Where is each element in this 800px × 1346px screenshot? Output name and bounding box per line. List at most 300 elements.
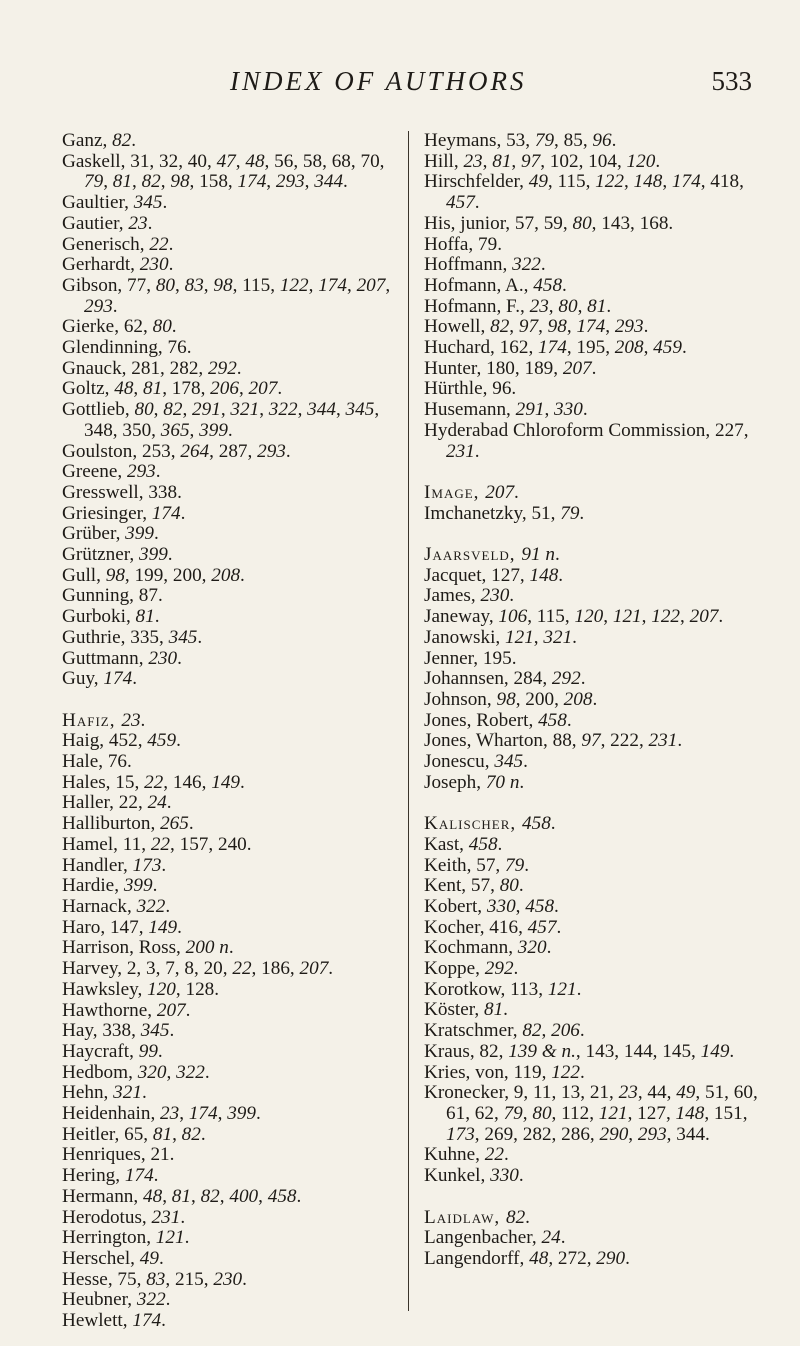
page-ref: . [277,378,283,400]
page-ref: . [285,440,291,462]
author-name: Gottlieb, [62,399,135,421]
index-entry [62,793,392,814]
index-entry [62,338,392,359]
author-name: Jaarsveld, [424,544,522,566]
index-entry [424,255,758,276]
page-ref: . [177,916,182,938]
author-name: Haro, [62,916,110,938]
page-header [0,66,800,106]
page-ref: 75, [117,1268,147,1290]
page-ref: . [236,357,242,379]
page-ref: , 143, 168. [591,212,674,234]
page-ref-italic: 293 [126,461,156,483]
page-ref: , [566,316,577,338]
author-name: Gierke, [62,316,124,338]
index-entry [424,400,758,421]
page-ref: 22, [118,792,148,814]
author-name: Jenner, [424,647,483,669]
page-ref: , [203,274,214,296]
page-ref: 416, [489,916,528,938]
index-entry [62,1311,392,1332]
page-ref-italic: 49 [528,171,548,193]
index-entry [424,421,758,462]
index-entry [424,214,758,235]
page-ref: . [523,751,528,773]
page-ref: . [514,481,519,503]
page-ref-italic: 98 [496,688,516,710]
page-ref: . [168,254,174,276]
page-ref-italic: 173 [132,854,162,876]
author-name: Huchard, [424,337,500,359]
page-ref: . [157,1040,163,1062]
page-ref-italic: 99 [138,1040,158,1062]
page-ref-italic: 345 [345,399,375,421]
page-ref-italic: 80 [558,295,578,317]
index-entry [62,524,392,545]
page-ref: . [519,771,525,793]
index-entry [62,1208,392,1229]
page-ref-italic: 148 [633,171,663,193]
page-ref-italic: 293 [637,1123,667,1145]
index-entry [424,628,758,649]
author-name: Hering, [62,1165,125,1187]
index-entry [62,152,392,193]
page-ref-italic: 200 n [185,937,229,959]
page-ref: , [179,1103,189,1125]
page-ref-italic: 122 [651,606,680,628]
index-entry [62,1187,392,1208]
page-ref-italic: 459 [653,337,682,359]
page-ref-italic: 120 [147,978,176,1000]
page-ref: . [606,295,612,317]
page-ref: . [153,523,159,545]
page-ref: , [172,1123,182,1145]
page-ref-italic: 207 [248,378,278,400]
page-ref-italic: 345 [140,1020,170,1042]
page-ref: 284, [513,668,552,690]
page-ref: 88, [552,730,582,752]
page-ref: , [522,1103,533,1124]
author-name: Hofmann, F., [424,295,530,317]
index-entry [424,897,758,918]
page-ref: , [680,606,690,628]
page-ref: , [605,316,615,338]
author-name: Kalischer, [424,813,523,835]
page-ref: 15, [115,771,145,793]
author-name: Herrington, [62,1227,156,1249]
index-entry [424,1021,758,1042]
page-ref: , [131,171,142,193]
page-ref: . [579,502,585,524]
index-entry [62,711,392,732]
page-ref-italic: 83 [184,274,204,296]
page-ref-italic: 365 [160,419,190,441]
page-ref-italic: 149 [700,1040,730,1062]
index-entry [62,317,392,338]
page-ref: . [255,1103,261,1125]
index-entry [62,938,392,959]
author-name: Gaskell, [62,150,131,172]
author-name: Generisch, [62,233,150,255]
page-ref-italic: 82 [505,1206,526,1228]
author-name: Kuhne, [424,1144,485,1166]
page-ref: , 146, [163,771,212,793]
author-name: Kraus, [424,1040,480,1062]
page-ref-italic: 79 [505,854,525,876]
page-ref: . [560,1227,566,1249]
page-ref: . [497,833,503,855]
page-ref: 335, [130,626,169,648]
page-ref-italic: 292 [208,357,237,379]
index-entry [62,1166,392,1187]
page-ref: . [579,1061,585,1083]
page-ref-italic: 345 [168,626,198,648]
page-ref: , [166,1061,177,1083]
page-ref-italic: 47 [216,150,236,172]
index-entry [62,545,392,566]
page-ref-italic: 330 [490,1165,519,1187]
page-ref-italic: 82 [200,1185,220,1207]
author-name: Heitler, [62,1123,125,1145]
index-entry [62,1021,392,1042]
page-ref-italic: 98 [170,171,190,193]
page-ref-italic: 265 [160,813,189,835]
page-ref-italic: 80 [134,399,154,421]
page-ref-italic: 81 [112,171,132,193]
page-ref: 338, [102,1020,141,1042]
page-ref: 82, [479,1040,509,1062]
index-entry [62,649,392,670]
index-entry [62,483,392,504]
page-ref-italic: 207 [689,606,719,628]
author-name: Hewlett, [62,1310,133,1332]
author-name: Hawthorne, [62,999,157,1021]
page-ref-italic: 82 [112,130,132,151]
page-ref-italic: 82 [181,1123,201,1145]
page-ref: . [153,1165,159,1187]
page-ref-italic: 121 [155,1227,185,1249]
page-ref: 113, [510,978,548,1000]
page-ref-italic: 48 [529,1247,549,1269]
page-ref: , [219,1185,230,1207]
index-entry [62,918,392,939]
page-ref: , [258,1185,268,1207]
author-name: Hofmann, A., [424,274,534,296]
page-ref-italic: 399 [227,1103,256,1125]
page-ref-italic: 120 [574,606,604,628]
page-ref-italic: 230 [139,254,169,276]
author-name: Handler, [62,854,133,876]
page-ref: . [556,916,562,938]
page-ref: , [577,295,588,317]
index-entry [62,1228,392,1249]
page-ref: . [509,585,515,607]
page-ref-italic: 322 [136,1289,166,1311]
page-ref-italic: 120 [626,150,656,172]
page-ref-italic: 122 [551,1061,580,1083]
page-ref: , [162,1185,172,1207]
page-ref: . [592,688,598,710]
page-ref: , [511,150,522,172]
page-ref-italic: 292 [551,668,581,690]
page-ref: . [112,295,118,317]
index-entry [62,586,392,607]
page-ref: , [385,274,391,296]
author-name: Howell, [424,316,491,338]
index-entry [62,214,392,235]
author-name: Janeway, [424,606,499,628]
index-entry [424,918,758,939]
page-ref: . [204,1061,210,1083]
page-ref: . [165,1289,171,1311]
index-entry [62,400,392,441]
page-ref: , 157, 240. [170,833,252,855]
author-name: Langenbacher, [424,1227,542,1249]
index-entry [424,545,758,566]
index-entry [424,504,758,525]
page-ref-italic: 23 [128,212,148,234]
page-ref-italic: 149 [211,771,240,793]
author-name: Hamel, [62,833,123,855]
page-number: 533 [711,66,752,96]
page-ref-italic: 70 n [485,771,520,793]
index-entry [62,235,392,256]
index-entry [62,773,392,794]
page-ref-italic: 82 [522,1020,542,1042]
page-ref: . [554,544,560,566]
page-ref-italic: 79 [503,1103,523,1124]
page-ref-italic: 174 [237,171,267,193]
page-ref: , 115, [547,171,596,193]
page-ref: , [541,1020,552,1042]
author-name: Hawksley, [62,978,148,1000]
page-ref-italic: 174 [151,502,181,524]
page-ref: 162, [499,337,539,359]
page-ref-italic: 48 [245,150,265,172]
index-entry [424,752,758,773]
page-ref: . [474,440,480,462]
page-ref: . [162,192,168,214]
page-ref: 2, 3, 7, 8, 20, [126,958,233,980]
page-ref-italic: 321 [543,626,573,648]
index-entry [62,276,392,317]
page-ref-italic: 320 [517,937,547,959]
author-name: Laidlaw, [424,1206,506,1228]
page-ref-italic: 24 [541,1227,561,1249]
index-entry [62,1001,392,1022]
page-ref-italic: 97 [518,316,539,338]
page-ref-italic: 293 [257,440,286,462]
page-ref-italic: 97 [581,730,601,752]
index-entry [62,814,392,835]
author-name: Köster, [424,999,484,1021]
page-ref: . [518,1165,524,1187]
index-entry [424,235,758,256]
page-ref: . [625,1247,630,1269]
page-ref: 76. [167,337,192,359]
page-ref: . [240,771,245,793]
page-ref-italic: 121 [612,606,642,628]
page-ref: 195. [482,647,517,669]
index-entry [62,959,392,980]
page-ref: . [518,875,524,897]
page-ref: 79. [478,233,502,255]
page-ref: , [538,316,548,338]
page-ref: . [591,357,597,379]
page-ref-italic: 24 [147,792,167,814]
author-name: Gibson, [62,274,128,296]
page-ref: , 158, [189,171,238,193]
page-ref: , [643,337,654,359]
author-name: Gurboki, [62,606,136,628]
page-ref: . [242,1268,247,1290]
page-ref: . [161,1310,166,1332]
page-ref-italic: 322 [512,254,541,276]
author-name: Henriques, [62,1144,151,1166]
index-entry [424,1228,758,1249]
index-entry [62,442,392,463]
page-ref: . [240,564,245,586]
page-ref-italic: 208 [211,564,241,586]
page-ref-italic: 399 [123,875,153,897]
index-entry [424,1000,758,1021]
index-entry [424,1063,758,1084]
author-name: Haig, [62,730,109,752]
author-name: Glendinning, [62,337,168,359]
page-ref: . [525,1206,530,1228]
author-name: Kratschmer, [424,1020,523,1042]
author-name: Langendorff, [424,1247,530,1269]
page-ref-italic: 174 [318,274,347,296]
index-entry [424,876,758,897]
page-ref: , 186, [251,958,300,980]
section-gap [424,793,758,814]
page-ref: , [641,606,652,628]
page-ref-italic: 149 [148,916,178,938]
index-entry [424,690,758,711]
page-ref-italic: 457 [446,192,475,214]
page-ref-italic: 293 [614,316,644,338]
page-ref: 11, [122,833,151,855]
page-ref-italic: 122 [595,171,624,193]
index-entry [62,131,392,152]
page-ref: , [217,1103,228,1125]
index-entry [424,566,758,587]
page-ref: , [335,399,346,421]
page-ref-italic: 207 [299,958,329,980]
author-name: Hoffa, [424,233,478,255]
page-ref-italic: 174 [576,316,606,338]
page-ref: 31, 32, 40, [130,150,217,172]
page-ref-italic: 80 [152,316,172,338]
page-ref: , 44, [637,1082,677,1104]
running-title: INDEX OF AUTHORS [230,66,527,96]
page-ref: 452, [108,730,148,752]
page-ref: . [132,668,137,690]
author-name: Heidenhain, [62,1103,161,1125]
author-name: Husemann, [424,399,516,421]
page-ref: . [474,192,480,214]
author-name: Hales, [62,771,116,793]
author-name: Hill, [424,150,464,172]
index-entry [62,462,392,483]
page-ref: . [524,854,529,876]
author-name: James, [424,585,481,607]
index-entry [424,172,758,213]
author-name: Hay, [62,1020,103,1042]
page-ref: . [562,274,567,296]
author-name: Hedbom, [62,1061,138,1083]
page-ref: , [623,171,634,193]
page-ref-italic: 322 [136,896,166,917]
author-name: Goulston, [62,440,142,462]
page-ref-italic: 458 [267,1185,297,1207]
page-ref-italic: 458 [538,709,567,731]
page-ref: . [643,316,649,338]
page-ref: 96. [492,378,517,400]
page-ref-italic: 293 [275,171,305,193]
page-ref-italic: 174 [188,1103,218,1125]
author-name: Kobert, [424,895,487,917]
author-name: Jacquet, [424,564,492,586]
page-ref: 57, [470,875,500,897]
author-name: Hafiz, [62,709,122,731]
author-name: Goltz, [62,378,115,400]
author-name: Gull, [62,564,106,586]
page-ref-italic: 22 [232,958,252,980]
page-ref-italic: 82 [490,316,510,338]
author-name: Halliburton, [62,813,161,835]
page-ref: , [304,171,315,193]
page-ref-italic: 81 [143,378,163,400]
page-ref-italic: 399 [199,419,228,441]
author-name: Haller, [62,792,119,814]
page-ref-italic: 174 [671,171,701,193]
author-name: Grützner, [62,544,140,566]
index-entry [62,897,392,918]
index-entry [62,1145,392,1166]
page-ref-italic: 330 [554,399,583,421]
page-ref-italic: 399 [125,523,154,545]
page-ref: 253, [141,440,181,462]
page-ref: . [131,130,137,151]
page-ref-italic: 81 [171,1185,191,1207]
page-ref: . [140,709,146,731]
index-entry [424,152,758,173]
author-name: Kent, [424,875,471,897]
page-ref: 87. [138,585,163,607]
page-ref: . [576,978,582,1000]
page-ref: , [482,150,493,172]
page-ref: 9, 11, 13, 21, [513,1082,619,1104]
author-name: Harvey, [62,958,127,980]
page-ref-italic: 231 [151,1206,181,1228]
page-ref: , [603,606,613,628]
page-ref: . [176,730,181,752]
page-ref-italic: 81 [587,295,607,317]
index-entry [62,607,392,628]
author-name: Janowski, [424,626,506,648]
page-ref: , [103,171,113,193]
page-ref: , [189,419,200,441]
index-entry [62,1290,392,1311]
page-ref: . [161,854,167,876]
author-name: Keith, [424,854,477,876]
page-ref: , 143, 144, 145, [575,1040,701,1062]
page-ref-italic: 174 [124,1165,154,1187]
page-ref-italic: 207 [562,357,592,379]
index-entry [62,1063,392,1084]
